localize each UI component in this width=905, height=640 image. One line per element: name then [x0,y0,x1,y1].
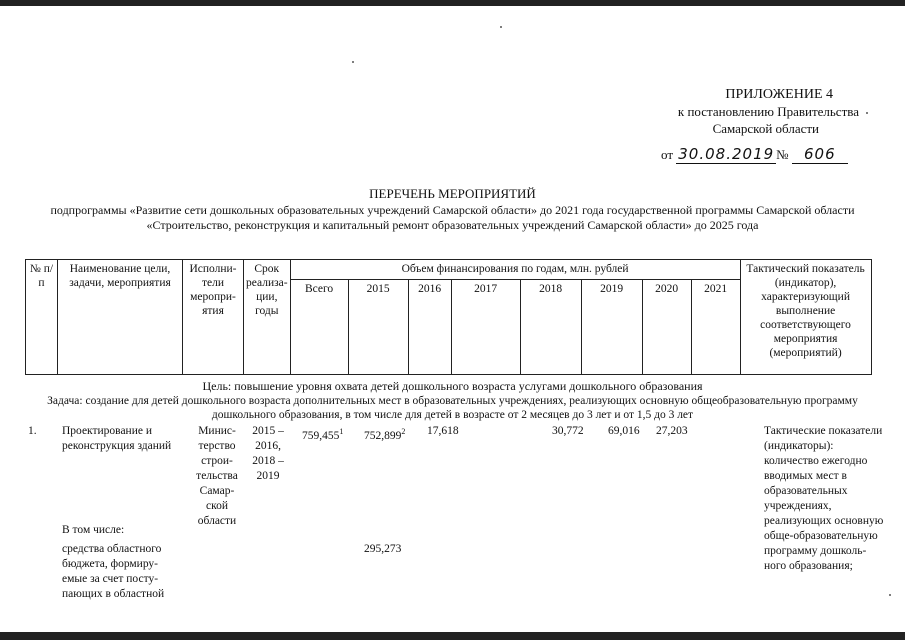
header-year: 2020 [642,280,691,375]
row1-name: Проектирование и реконструкция зданий [62,425,172,452]
header-indicator: Тактический показатель (индикатор), характеризующий выполнение соответствующего мероприятия (мероприятий) [740,260,871,375]
header-total: Всего [290,280,348,375]
header-year: 2018 [520,280,581,375]
scan-speck [866,112,868,114]
appendix-block [619,86,859,137]
row1-2020: 27,203 [656,425,688,437]
header-year: 2017 [451,280,520,375]
row1-2016: 17,618 [427,425,459,437]
header-num: № п/п [26,260,58,375]
scan-bottom-edge [0,632,905,640]
date-prefix: от [661,147,674,162]
row1-num: 1. [28,425,37,437]
task-text-2: дошкольного образования, в том числе для детей в возрасте от 2 месяцев до 3 лет и от 1,5 до 3 лет [211,409,694,421]
header-name: Наименование цели, задачи, мероприятия [58,260,183,375]
row1-2019: 69,016 [608,425,640,437]
goal-text: Цель: повышение уровня охвата детей дошкольного возраста услугами дошкольного образования [202,379,703,393]
row1-2015: 752,899$^2$ [364,427,406,442]
header-funding: Объем финансирования по годам, млн. рублей [290,260,740,280]
date-line [661,145,848,164]
header-year: 2015 [348,280,408,375]
scan-top-edge [0,0,905,6]
row1-total: 759,455$^1$ [302,427,344,442]
sub-including: В том числе: [62,524,125,536]
row1-2018: 30,772 [552,425,584,437]
measures-table [25,259,872,375]
row1-executor: Минис-терство строи-тельства Самар-ской области [196,425,238,527]
appendix-line3: Самарской области [712,121,819,136]
header-term: Срок реализа-ции, годы [244,260,291,375]
number-prefix: № [776,147,789,162]
document-subtitle-1: подпрограммы «Развитие сети дошкольных образовательных учреждений Самарской области» до 2021 года государственной программы Самарской области [50,203,855,217]
task-text-1: Задача: создание для детей дошкольного возраста дополнительных мест в образовательных учреждениях, реализующих основную общеобразовательную программу [47,395,858,407]
sub-item-name: средства областного бюджета, формиру-емые за счет посту-пающих в областной [62,543,165,600]
sub-item-2015: 295,273 [364,543,402,555]
row1-term: 2015 – 2016, 2018 – 2019 [252,425,284,482]
scan-speck [352,61,354,63]
header-year: 2016 [408,280,451,375]
document-subtitle-2: «Строительство, реконструкция и капитальный ремонт образовательных учреждений Самарской области» до 2025 года [146,218,759,232]
row1-indicator: Тактические показатели (индикаторы): количество ежегодно вводимых мест в образовательных учреждениях, реализующих основную обще-образовательную программу дошколь-ного образования; [764,425,884,572]
header-year: 2019 [581,280,642,375]
header-executor: Исполни-тели меропри-ятия [183,260,244,375]
appendix-line2: к постановлению Правительства [677,104,859,119]
scan-speck [500,26,502,28]
document-title: ПЕРЕЧЕНЬ МЕРОПРИЯТИЙ [369,186,536,201]
handwritten-date: 30.08.2019 [678,145,775,163]
handwritten-number: 606 [792,145,848,164]
scan-speck [889,594,891,596]
header-year: 2021 [691,280,740,375]
appendix-title: ПРИЛОЖЕНИЕ 4 [725,87,833,102]
